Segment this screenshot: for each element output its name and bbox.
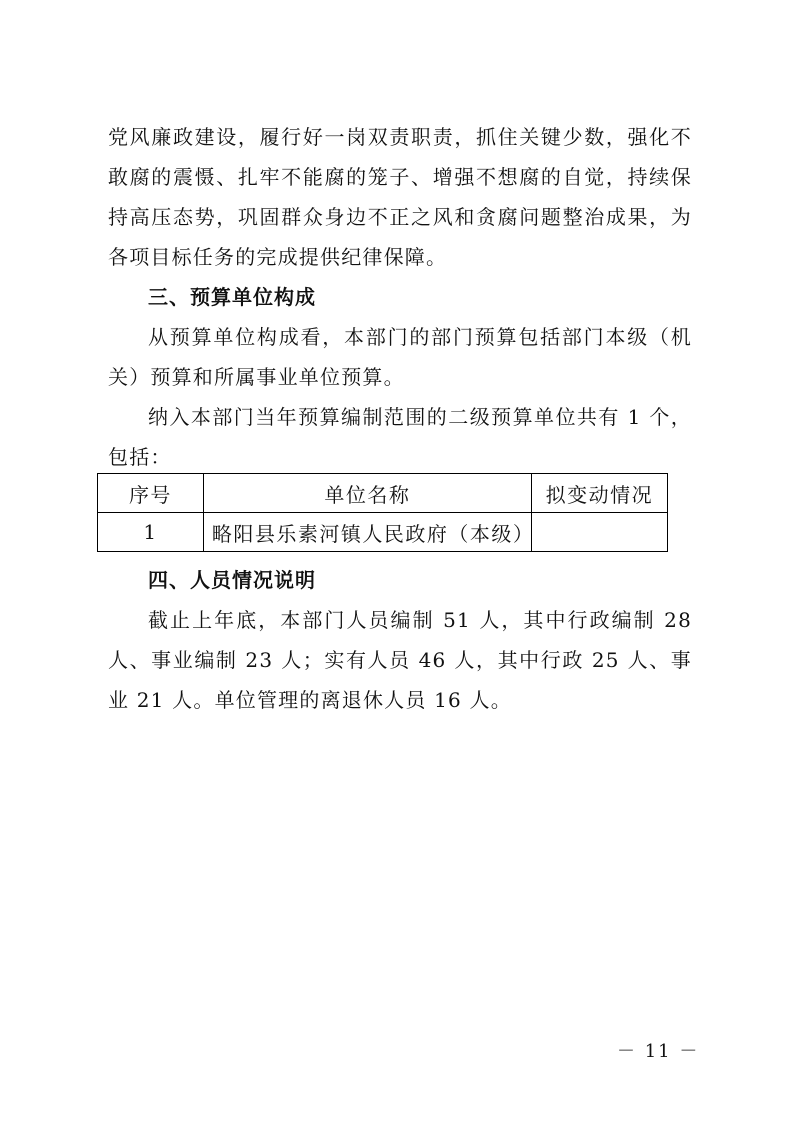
paragraph-party-conduct: 党风廉政建设，履行好一岗双责职责，抓住关键少数，强化不敢腐的震慑、扎牢不能腐的笼子、增强不想腐的自觉，持续保持高压态势，巩固群众身边不正之风和贪腐问题整治成果，为各项目标任务的完成提供纪律保障。 (108, 125, 692, 269)
table-header-row (98, 474, 668, 513)
paragraph-budget-composition: 从预算单位构成看，本部门的部门预算包括部门本级（机关）预算和所属事业单位预算。 (108, 325, 692, 389)
table-row (98, 513, 668, 552)
budget-units-table (97, 473, 668, 552)
section-heading-staffing: 四、人员情况说明 (148, 568, 316, 592)
table-cell-unit-name: 略阳县乐素河镇人民政府（本级） (203, 513, 531, 552)
table-header-index: 序号 (98, 474, 204, 513)
page-number: － 11 － (617, 1041, 700, 1062)
paragraph-staffing-details: 截止上年底，本部门人员编制 51 人，其中行政编制 28 人、事业编制 23 人；实有人员 46 人，其中行政 25 人、事业 21 人。单位管理的离退休人员 16 人。 (108, 608, 692, 712)
table-cell-change (531, 513, 667, 552)
table-header-change: 拟变动情况 (531, 474, 667, 513)
paragraph-secondary-units: 纳入本部门当年预算编制范围的二级预算单位共有 1 个，包括： (108, 405, 692, 469)
table-header-unit-name: 单位名称 (203, 474, 531, 513)
table-cell-index: 1 (98, 513, 204, 552)
section-heading-budget-units: 三、预算单位构成 (148, 285, 316, 309)
